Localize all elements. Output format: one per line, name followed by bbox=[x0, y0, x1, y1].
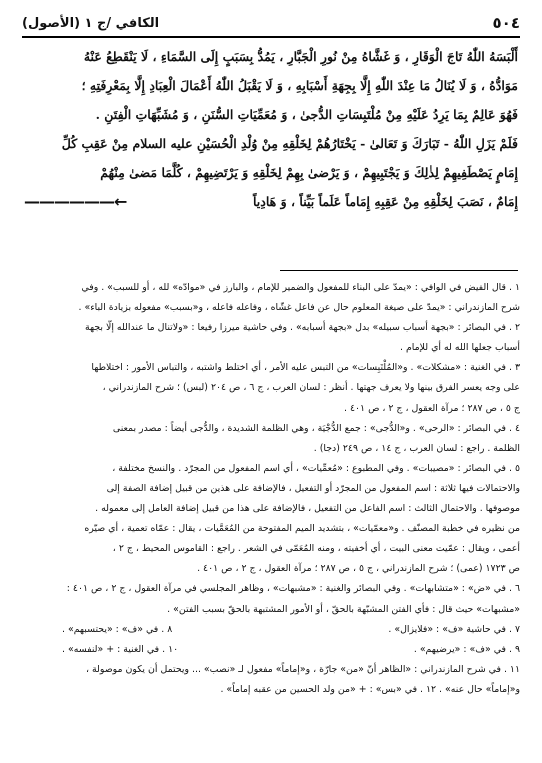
footnote-line: و«إماماً» حال عنه» . ١٢ . في «بس» : + «من ولد الحسين من عقبه إماماً» . bbox=[220, 683, 520, 695]
main-text-last-line bbox=[24, 187, 518, 216]
main-text-line: مَوَادُّهُ ، وَ لَا يُنَالُ مَا عِنْدَ اللّٰهِ إِلَّا بِجِهَةِ أَسْبَابِهِ ، وَ لَا يَقْبَلُ اللّٰهُ أَعْمَالَ الْعِبَادِ إِلَّا بِمَعْرِفَتِهِ ؛ bbox=[81, 78, 518, 93]
running-title: الكافي /ج ١ (الأصول) bbox=[22, 15, 160, 31]
main-text-line: إِمَامٍ يَصْطَفِيهِمْ لِذٰلِكَ وَ يَجْتَبِيهِمْ ، وَ يَرْضىٰ بِهِمْ لِخَلْقِهِ وَ يَرْتَضِيهِمْ ، كُلَّمَا مَضىٰ مِنْهُمْ bbox=[100, 165, 518, 180]
main-text-line: فَهُوَ عَالِمٌ بِمَا يَرِدُ عَلَيْهِ مِنْ مُلْتَبِسَاتِ الدُّجىٰ ، وَ مُعَمِّيَاتِ السُّنَنِ ، وَ مُشَبِّهَاتِ الْفِتَنِ . bbox=[95, 107, 518, 122]
footnote-line: ٣ . في الغنية : «مشكلات» . و«المُلْتَبِسات» من التبس عليه الأمر ، أي اختلط واشتبه ، والتباس الأمور : اختلاطها bbox=[91, 362, 520, 374]
footnote-line: أسباب جعلها الله له أي للإمام . bbox=[400, 342, 520, 354]
footnote-short: ١٠ . في الغنية : + «لنفسه» . bbox=[62, 643, 179, 655]
continuation-arrow-icon: ←—————— bbox=[24, 192, 127, 211]
footnote-line: أعمى ، ويقال : عمّيت معنى البيت ، أي أخفيته ، ومنه المُعَمّى في الشعر . راجع : القاموس المحيط ، ج ٢ ، bbox=[112, 543, 520, 555]
main-text-line: أَلْبَسَهُ اللّٰهُ تَاجَ الْوَقَارِ ، وَ غَشَّاهُ مِنْ نُورِ الْجَبَّارِ ، يَمُدُّ بِسَبَبٍ إِلَى السَّمَاءِ ، لَا يَنْقَطِعُ عَنْهُ bbox=[83, 49, 518, 64]
footnote-line: موصوفها . والاحتمال الثالث : اسم الفاعل من التفعيل ، فالإضافة على هذا من قبيل إضافة العامل إلى معموله . bbox=[95, 503, 520, 515]
footnote-short: ٩ . في «ف» : «يرضيهم» . bbox=[413, 643, 520, 655]
main-text-line: فَلَمْ يَزَلِ اللّٰهُ - تَبَارَكَ وَ تَعَالىٰ - يَخْتَارُهُمْ لِخَلْقِهِ مِنْ وُلْدِ الْحُسَيْنِ عليه السلام مِنْ عَقِبِ كُلِّ bbox=[61, 136, 518, 151]
footnote-pair-row bbox=[22, 620, 520, 640]
footnote-line: من نظيره في خطبة المصنّف . و«معمّيات» ، بتشديد الميم المفتوحة من المُعَمَّيات ، يقال : عمّاه تعمية ، أي صيّره bbox=[84, 523, 520, 535]
footnote-short: ٧ . في حاشية «ف» : «فلايزال» . bbox=[388, 623, 520, 635]
main-text-line: إِمَامٌ ، نَصَبَ لِخَلْقِهِ مِنْ عَقِبِهِ إِمَاماً عَلَماً بَيِّناً ، وَ هَادِياً bbox=[253, 194, 518, 209]
footnote-line: شرح المازندراني : «يمدّ على صيغة المعلوم حال عن فاعل غشّاه ، وفاعله فاعله ، و«بسبب» مفعوله بزيادة الباء» . bbox=[78, 302, 520, 314]
footnote-line: ٢ . في البصائر : «بجهة أسباب سبيله» بدل «بجهة أسبابه» . وفي حاشية ميرزا رفيعا : «ولاتنال ما عندالله إلّا بجهة bbox=[84, 322, 520, 334]
footnote-line: «مشبهات» حيث قال : فأي الفتن المشبّهة بالحقّ ، أو الأمور المشتبهة بالحقّ بسبب الفتن» . bbox=[167, 603, 520, 615]
footnote-short: ٨ . في «ف» : «يحتسبهم» . bbox=[62, 623, 173, 635]
footnote-line: ج ٥ ، ص ٢٨٧ ؛ مرآة العقول ، ج ٢ ، ص ٤٠١ . bbox=[344, 402, 520, 414]
main-text bbox=[24, 42, 518, 216]
footnote-pair-row bbox=[22, 640, 520, 660]
footnote-divider bbox=[280, 270, 518, 271]
page-number: ٥٠٤ bbox=[492, 14, 520, 32]
footnote-line: ١ . قال الفيض في الوافي : «يمدّ على البناء للمفعول والضمير للإمام ، والبارز في «موادّه» لله ، أو للسبب» . وفي bbox=[81, 282, 520, 293]
footnote-line: ٦ . في «ض» : «متشابهات» . وفي البصائر والغنية : «مشبهات» ، وظاهر المجلسي في مرآة العقول ، ج ٢ ، ص ٤٠١ : bbox=[66, 583, 520, 595]
footnote-line: الظلمة . راجع : لسان العرب ، ج ١٤ ، ص ٢٤٩ (دجا) . bbox=[313, 442, 520, 454]
footnote-line: ص ١٧٢٣ (عمى) ؛ شرح المازندراني ، ج ٥ ، ص ٢٨٧ ؛ مرآة العقول ، ج ٢ ، ص ٤٠١ . bbox=[197, 563, 520, 575]
page-header bbox=[22, 10, 520, 38]
footnote-line: والاحتمالات فيها ثلاثة : اسم المفعول من المجرّد أو التفعيل ، فالإضافة على هذين من قبيل إضافة الصفة إلى bbox=[106, 482, 520, 494]
footnote-line: على وجه يعسر الفرق بينها ولا يعرف جهتها . أنظر : لسان العرب ، ج ٦ ، ص ٢٠٤ (لبس) ؛ شرح المازندراني ، bbox=[102, 382, 520, 394]
footnote-line: ٤ . في البصائر : «الرحى» . و«الدُّجى» : جمع الدُّجْيَة ، وهي الظلمة الشديدة ، والدُّجى أيضاً : مصدر بمعنى bbox=[112, 422, 520, 434]
footnote-line: ٥ . في البصائر : «مصيبات» . وفي المطبوع : «مُعمِّيات» ، أي اسم المفعول من المجرّد . والنسخ مختلفة ، bbox=[112, 462, 520, 474]
footnotes bbox=[22, 278, 520, 700]
footnote-line: ١١ . في شرح المازندراني : «الظاهر أنّ «من» جارّة ، و«إماماً» مفعول لـ «نصب» ... ويحتمل أن يكون موصولة ، bbox=[85, 663, 520, 675]
